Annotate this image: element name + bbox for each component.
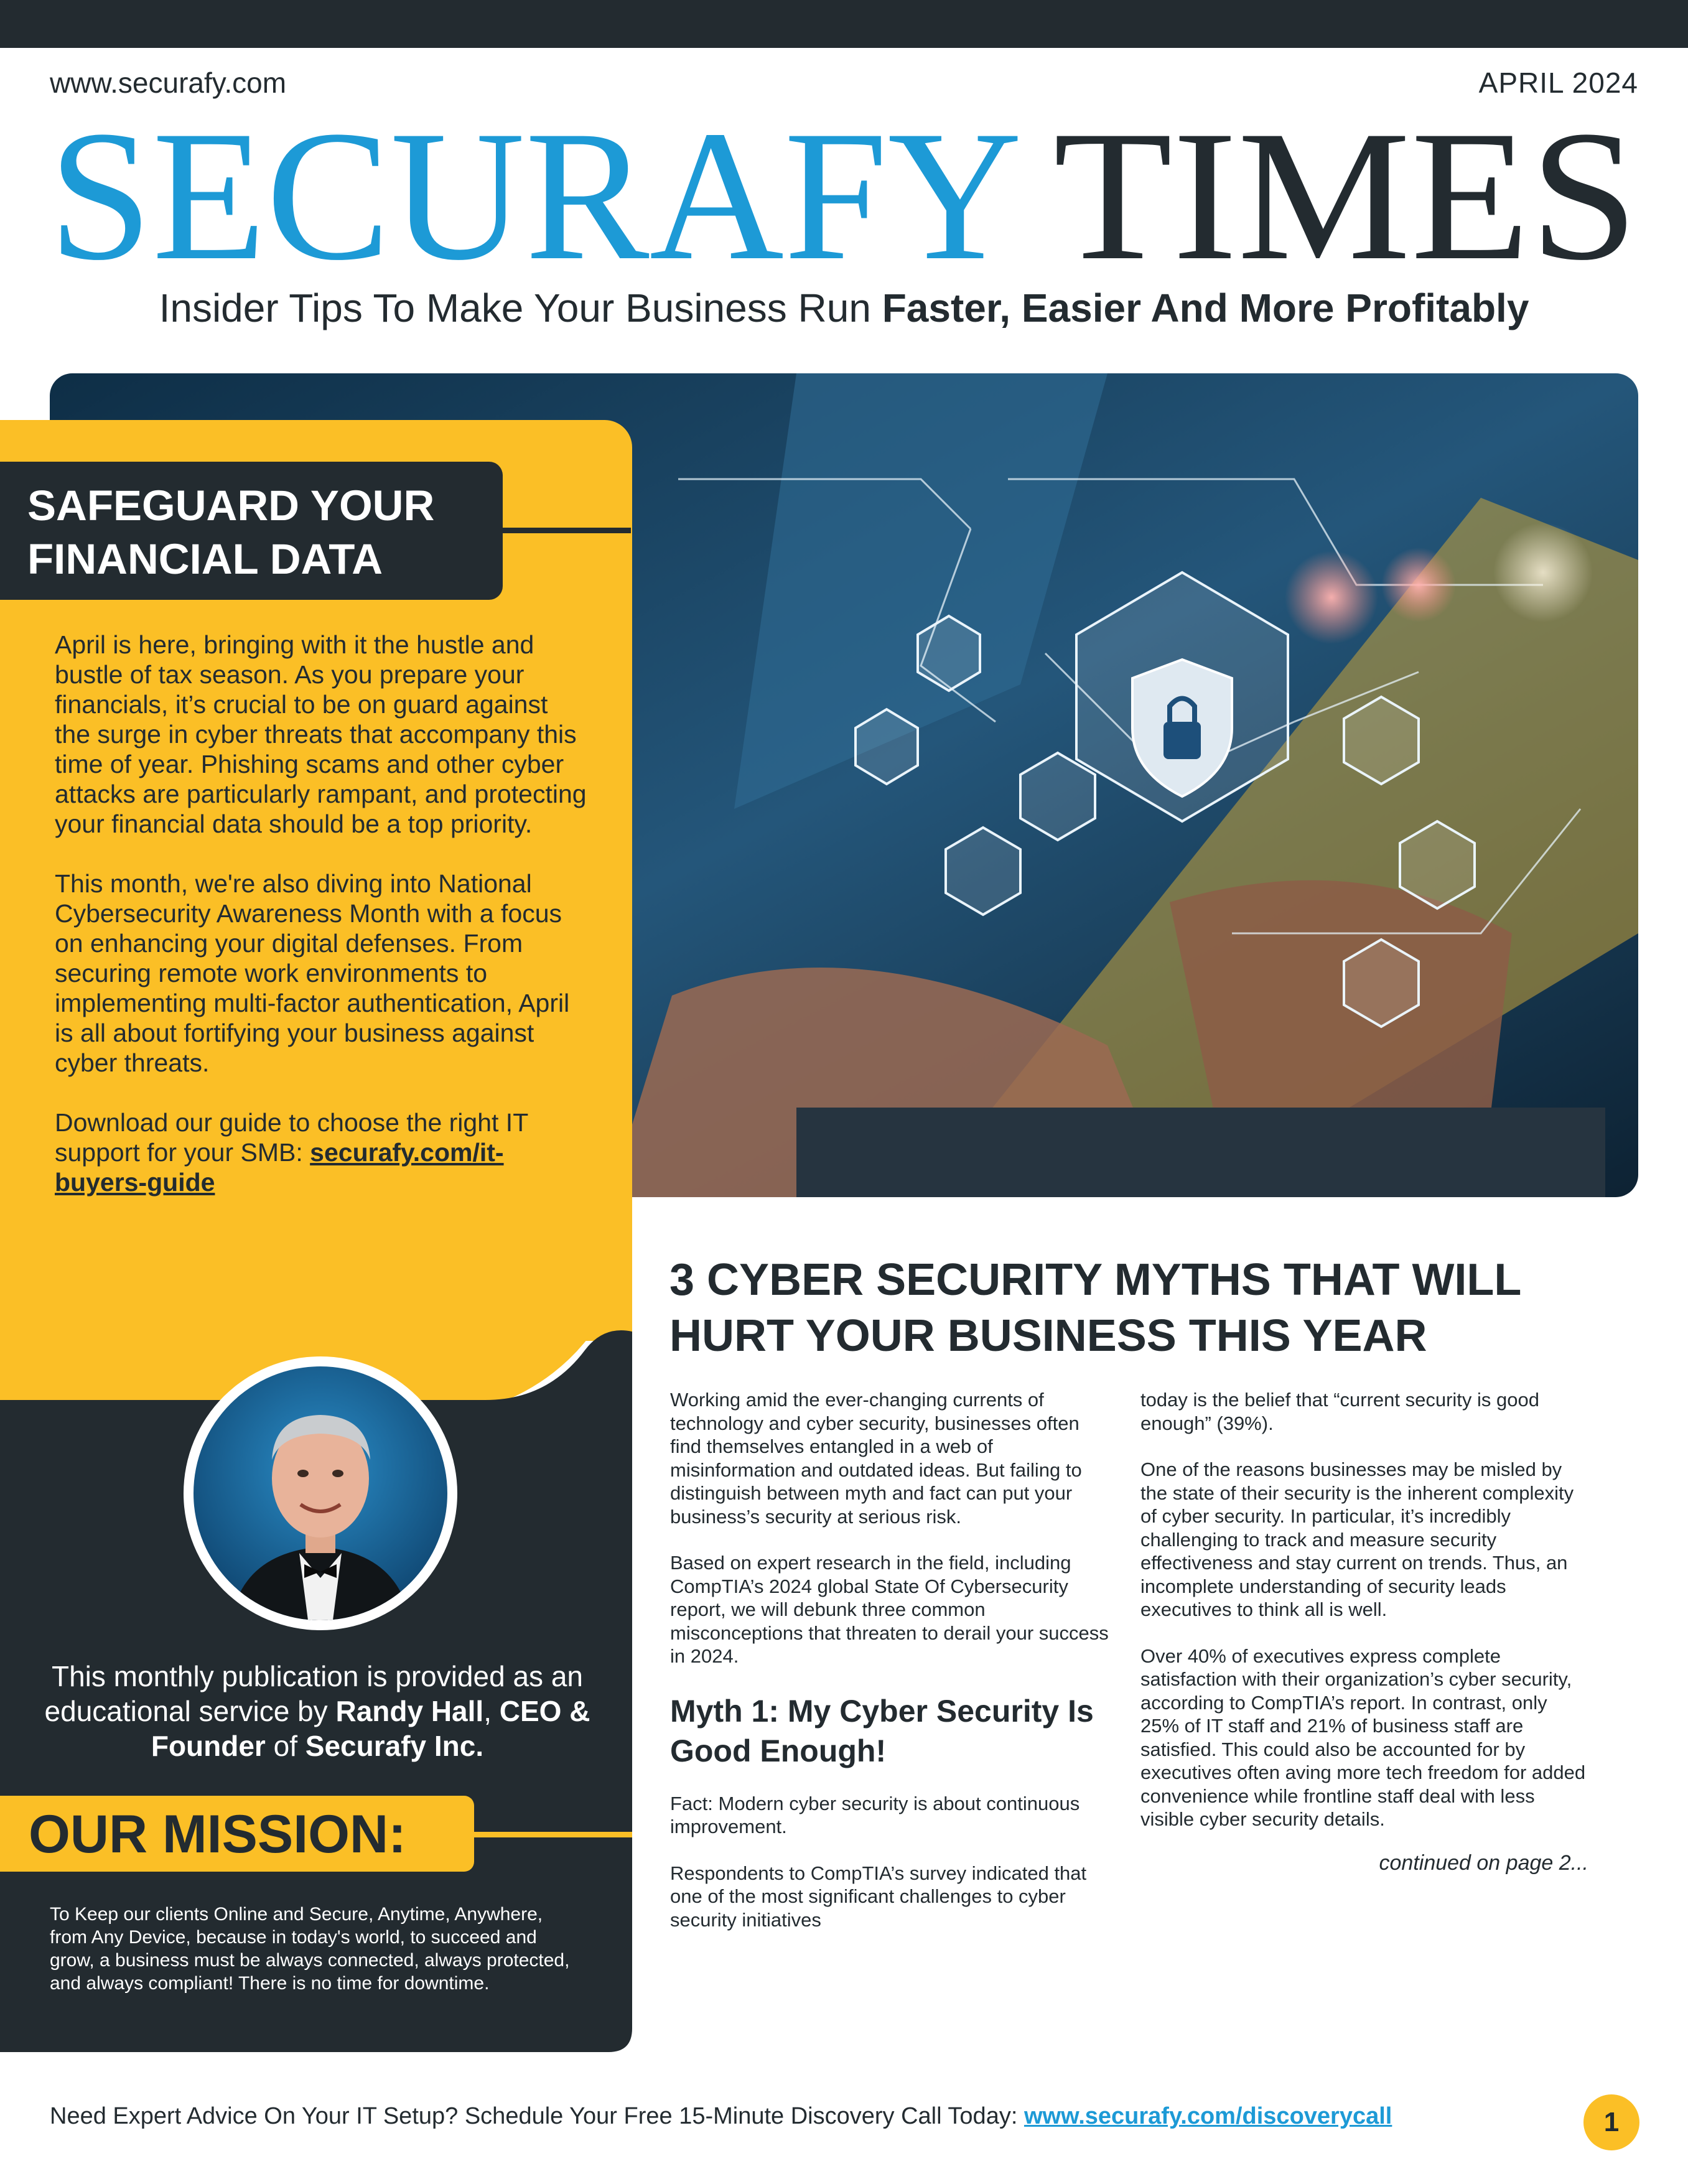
article-column-right [1140, 1388, 1588, 1875]
credit-of: of [265, 1730, 305, 1762]
article-paragraph: today is the belief that “current security is good enough” (39%). [1140, 1389, 1539, 1434]
masthead-brand: SECURAFY [49, 106, 1022, 280]
tagline-bold: Faster, Easier And More Profitably [882, 286, 1529, 330]
credit-name: Randy Hall [335, 1695, 484, 1727]
article-column-left [670, 1388, 1112, 1954]
author-portrait [184, 1356, 457, 1630]
article-paragraph: Fact: Modern cyber security is about continuous improvement. [670, 1792, 1080, 1837]
credit-company: Securafy Inc. [305, 1730, 484, 1762]
article-title: 3 CYBER SECURITY MYTHS THAT WILL HURT YOUR BUSINESS THIS YEAR [669, 1255, 1521, 1361]
guide-text: Download our guide to choose the right IT support for your SMB: [55, 1108, 528, 1167]
footer-cta [50, 2103, 1392, 2130]
mission-body: To Keep our clients Online and Secure, Anytime, Anywhere, from Any Device, because in today's world, to succeed and grow, a business must be always connected, always protected, and always compliant! There is no time for downtime. [50, 1904, 570, 1994]
article-paragraph: One of the reasons businesses may be misled by the state of their security is the inherent complexity of cyber security. In particular, it’s incredibly challenging to track and measure security effectiveness and stay current on trends. Thus, an incomplete understanding of security leads executives to think all is well. [1140, 1458, 1574, 1620]
issue-date: APRIL 2024 [1478, 67, 1638, 99]
credit-sep: , [483, 1695, 500, 1727]
site-url[interactable]: www.securafy.com [50, 67, 287, 99]
continued-note: continued on page 2... [1379, 1850, 1588, 1875]
sidebar-paragraph: This month, we're also diving into National Cybersecurity Awareness Month with a focus on enhancing your digital defenses. From securing remote work environments to implementing multi-factor authentication, April is all about fortifying your business against cyber threats. [55, 869, 570, 1077]
article-paragraph: Working amid the ever-changing currents of technology and cyber security, businesses often find themselves entangled in a web of misinformation and outdated ideas. But failing to distinguish between myth and fact can put your business’s security at serious risk. [670, 1389, 1082, 1528]
tagline-regular: Insider Tips To Make Your Business Run [159, 286, 882, 330]
masthead-times: TIMES [1053, 106, 1638, 280]
footer-cta-text: Need Expert Advice On Your IT Setup? Schedule Your Free 15-Minute Discovery Call Today: [50, 2103, 1024, 2129]
guide-link[interactable]: securafy.com/it-buyers-guide [55, 1138, 504, 1197]
article-paragraph: Based on expert research in the field, including CompTIA’s 2024 global State Of Cybersecurity report, we will debunk three common misconceptions that threaten to derail your success in 2024. [670, 1552, 1109, 1667]
discovery-call-link[interactable]: www.securafy.com/discoverycall [1024, 2103, 1392, 2129]
sidebar-body [55, 630, 590, 1227]
credit-prefix: This monthly publication is provided as an educational service by [44, 1660, 583, 1727]
myth-1-heading: Myth 1: My Cyber Security Is Good Enough! [670, 1693, 1094, 1768]
credit-title: CEO & Founder [151, 1695, 590, 1762]
mission-heading: OUR MISSION: [29, 1804, 406, 1864]
mission-rule [474, 1832, 632, 1837]
sidebar-heading: SAFEGUARD YOUR FINANCIAL DATA [27, 482, 435, 583]
sidebar-heading-rule [503, 528, 631, 533]
sidebar-paragraph: April is here, bringing with it the hustle and bustle of tax season. As you prepare your financials, it’s crucial to be on guard against the surge in cyber threats that accompany this time of year. Phishing scams and other cyber attacks are particularly rampant, and protecting your financial data should be a top priority. [55, 630, 587, 838]
sidebar-heading-box [0, 462, 503, 600]
masthead [49, 106, 1641, 280]
article-paragraph: Respondents to CompTIA’s survey indicated that one of the most significant challenges to cyber security initiatives [670, 1862, 1087, 1931]
page-number-badge: 1 [1583, 2094, 1639, 2150]
sidebar-paragraph [55, 1108, 590, 1197]
article-paragraph: Over 40% of executives express complete satisfaction with their organization’s cyber security, according to CompTIA’s report. In contrast, only 25% of IT staff and 21% of business staff are satisfied. This could also be accounted for by executives often aving more tech freedom for added convenience while frontline staff deal with less visible cyber security details. [1140, 1645, 1586, 1830]
tagline [0, 285, 1688, 331]
top-bar [0, 0, 1688, 48]
publication-credit [37, 1659, 597, 1763]
mission-tag [0, 1796, 474, 1872]
